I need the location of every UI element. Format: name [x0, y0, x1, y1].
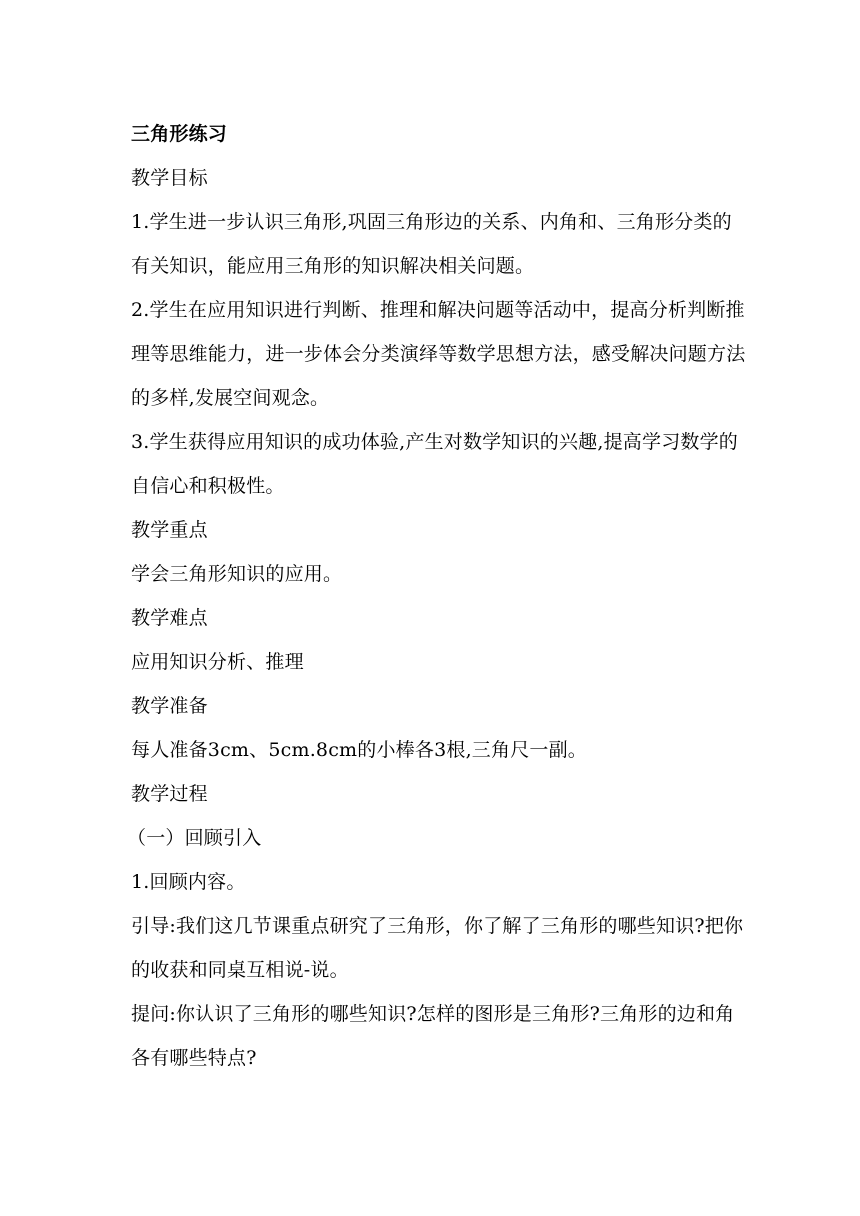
difficulties-text: 应用知识分析、推理 [131, 651, 304, 673]
document-title: 三角形练习 [131, 123, 228, 145]
preparation-text: 每人准备3cm、5cm.8cm的小棒各3根,三角尺一副。 [131, 739, 588, 761]
question-text: 提问:你认识了三角形的哪些知识?怎样的图形是三角形?三角形的边和角各有哪些特点? [131, 1003, 735, 1069]
goal-item-1: 1.学生进一步认识三角形,巩固三角形边的关系、内角和、三角形分类的有关知识，能应用三角形的知识解决相关问题。 [131, 211, 732, 277]
review-item-1: 1.回顾内容。 [131, 871, 246, 893]
section-heading-key-points: 教学重点 [131, 519, 208, 541]
subsection-heading-review: （一）回顾引入 [127, 827, 262, 849]
section-heading-preparation: 教学准备 [131, 695, 208, 717]
section-heading-teaching-goals: 教学目标 [131, 167, 208, 189]
section-heading-difficulties: 教学难点 [131, 607, 208, 629]
guidance-text: 引导:我们这几节课重点研究了三角形，你了解了三角形的哪些知识?把你的收获和同桌互相说-说。 [131, 915, 744, 981]
goal-item-3: 3.学生获得应用知识的成功体验,产生对数学知识的兴趣,提高学习数学的自信心和积极性。 [131, 431, 739, 497]
document-body [127, 112, 747, 1080]
key-points-text: 学会三角形知识的应用。 [131, 563, 343, 585]
section-heading-process: 教学过程 [131, 783, 208, 805]
goal-item-2: 2.学生在应用知识进行判断、推理和解决问题等活动中，提高分析判断推理等思维能力，进一步体会分类演绎等数学思想方法，感受解决问题方法的多样,发展空间观念。 [131, 299, 746, 409]
